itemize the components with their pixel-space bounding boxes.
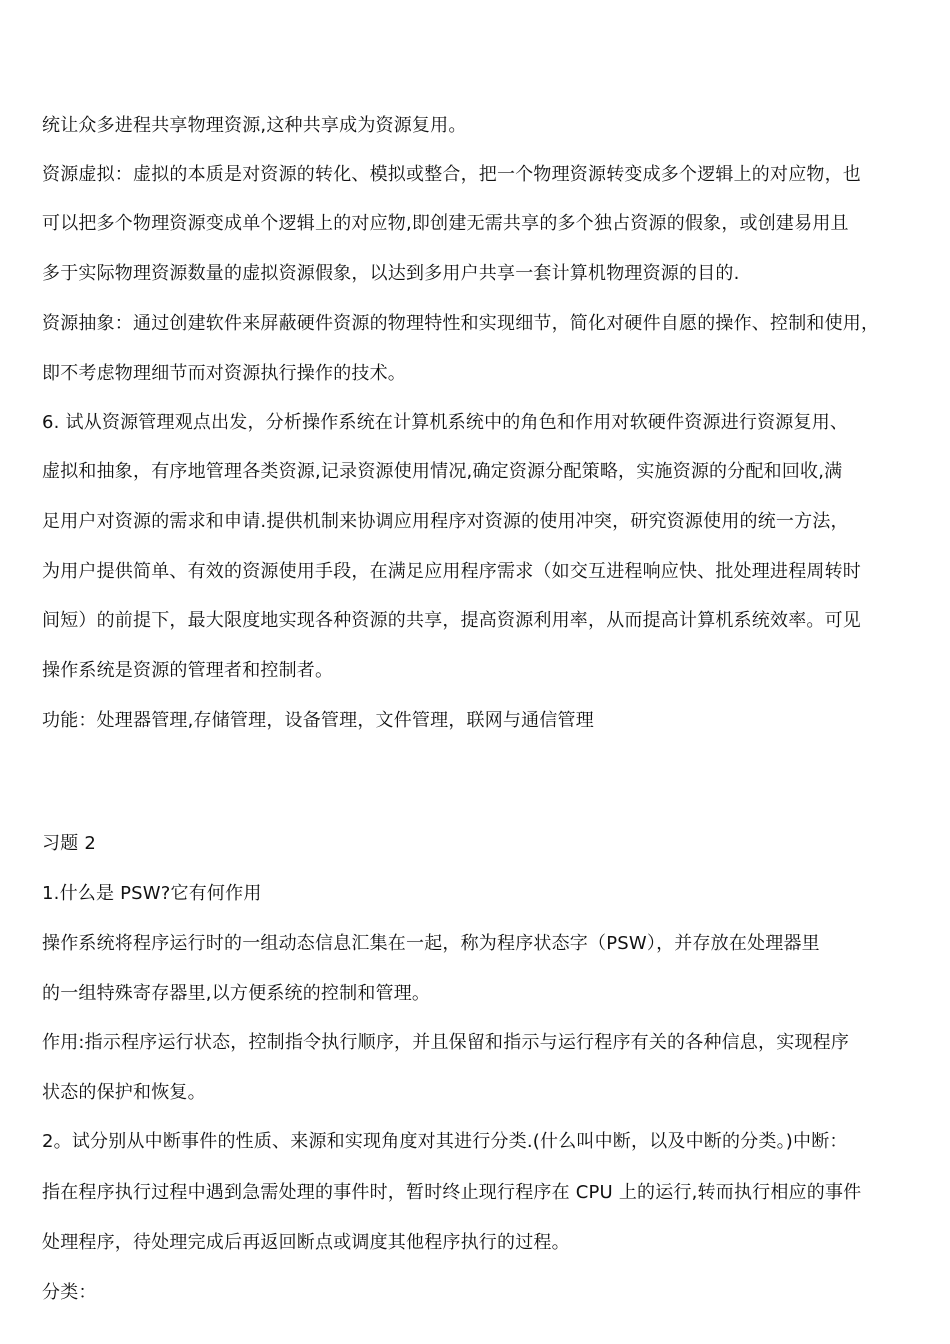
text-line: 资源抽象：通过创建软件来屏蔽硬件资源的物理特性和实现细节，简化对硬件自愿的操作、控制和使用，: [42, 313, 880, 334]
text-line: 可以把多个物理资源变成单个逻辑上的对应物,即创建无需共享的多个独占资源的假象，或创建易用且: [42, 213, 849, 234]
text-line: 操作系统将程序运行时的一组动态信息汇集在一起，称为程序状态字（PSW），并存放在处理器里: [42, 933, 820, 954]
text-line: 操作系统是资源的管理者和控制者。: [42, 660, 334, 681]
text-line: 2。试分别从中断事件的性质、来源和实现角度对其进行分类.(什么叫中断，以及中断的分类。)中断：: [42, 1131, 848, 1152]
text-line: 处理程序，待处理完成后再返回断点或调度其他程序执行的过程。: [42, 1232, 570, 1253]
text-line: 指在程序执行过程中遇到急需处理的事件时，暂时终止现行程序在 CPU 上的运行,转而执行相应的事件: [42, 1182, 862, 1203]
text-line: 即不考虑物理细节而对资源执行操作的技术。: [42, 363, 406, 384]
text-line: 资源虚拟：虚拟的本质是对资源的转化、模拟或整合，把一个物理资源转变成多个逻辑上的对应物，也: [42, 164, 861, 185]
question-heading: 1.什么是 PSW?它有何作用: [42, 883, 262, 904]
section-heading: 习题 2: [42, 833, 96, 854]
text-line: 统让众多进程共享物理资源,这种共享成为资源复用。: [42, 115, 467, 136]
text-line: 作用:指示程序运行状态，控制指令执行顺序，并且保留和指示与运行程序有关的各种信息，实现程序: [42, 1032, 850, 1053]
text-line: 间短）的前提下，最大限度地实现各种资源的共享，提高资源利用率，从而提高计算机系统效率。可见: [42, 610, 861, 631]
text-line: 6. 试从资源管理观点出发，分析操作系统在计算机系统中的角色和作用对软硬件资源进行资源复用、: [42, 412, 849, 433]
text-line: 为用户提供简单、有效的资源使用手段，在满足应用程序需求（如交互进程响应快、批处理进程周转时: [42, 561, 861, 582]
text-line: 功能：处理器管理,存储管理，设备管理，文件管理，联网与通信管理: [42, 710, 594, 731]
text-line: 足用户对资源的需求和申请.提供机制来协调应用程序对资源的使用冲突，研究资源使用的统一方法，: [42, 511, 849, 532]
text-line: 分类：: [42, 1282, 97, 1303]
text-line: 状态的保护和恢复。: [42, 1082, 206, 1103]
text-line: 虚拟和抽象，有序地管理各类资源,记录资源使用情况,确定资源分配策略，实施资源的分配和回收,满: [42, 461, 843, 482]
text-line: 的一组特殊寄存器里,以方便系统的控制和管理。: [42, 983, 431, 1004]
text-line: 多于实际物理资源数量的虚拟资源假象，以达到多用户共享一套计算机物理资源的目的.: [42, 263, 740, 284]
